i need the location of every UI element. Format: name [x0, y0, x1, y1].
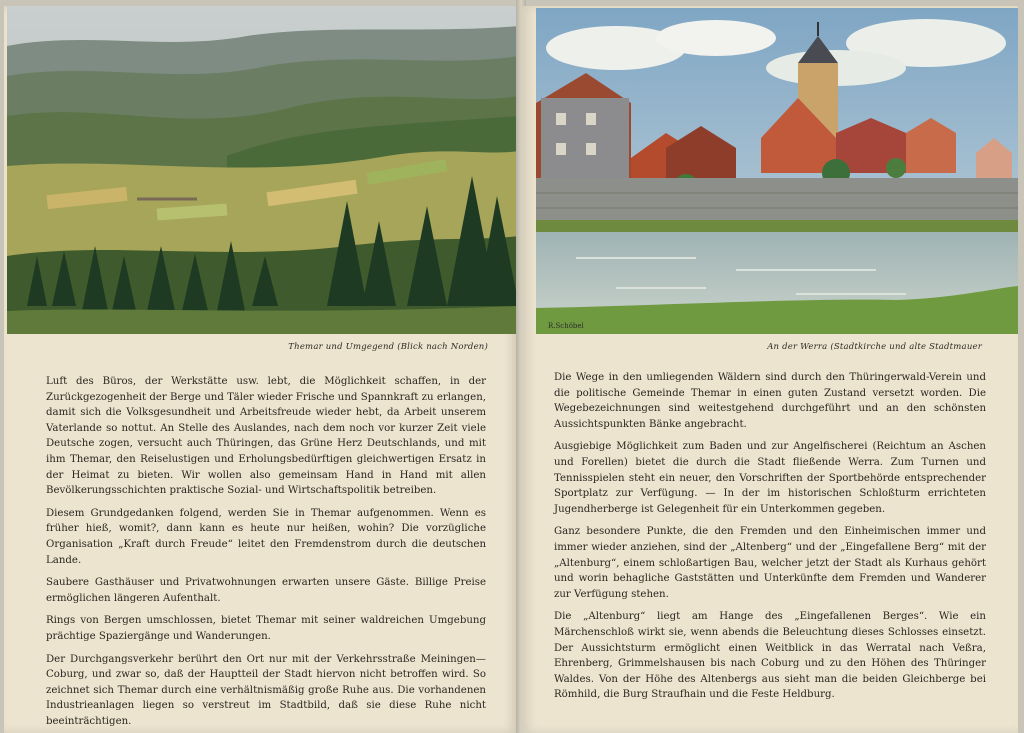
town-river-illustration — [536, 8, 1018, 334]
right-illustration-caption: An der Werra (Stadtkirche und alte Stadtmauer — [767, 342, 982, 352]
paragraph: Rings von Bergen umschlossen, bietet Themar mit seiner waldreichen Umgebung prächtige Spaziergänge und Wanderungen. — [46, 615, 486, 642]
paragraph: Luft des Büros, der Werkstätte usw. lebt, die Möglichkeit schaffen, in der Zurückgezogenheit der Berge und Täler wieder Frische und Spannkraft zu erlangen, damit sich die Volksgesundheit und Arbeitsfreude wieder hebt, da Arbeit unserem Vaterlande so nottut. An Stelle des Auslandes, nach dem noch vor kurzer Zeit viele Deutsche zogen, versucht auch Thüringen, das Grüne Herz Deutschlands, und mit ihm Themar, den Reiselustigen und Erholungsbedürftigen gleichwertigen Ersatz in der Heimat zu bieten. Wir wollen also gemeinsam Hand in Hand mit allen Bevölkerungsschichten praktische Sozial- und Wirtschaftspolitik betreiben. — [46, 376, 486, 497]
left-text-body — [46, 374, 486, 733]
paragraph: Ganz besondere Punkte, die den Fremden und den Einheimischen immer und immer wieder anziehen, sind der „Altenberg“ und der „Eingefallene Berg“ mit der „Altenburg“, einem schloßartigen Bau, welcher jetzt der Stadt als Kurhaus gehört und worin behagliche Gaststätten und Unterkünfte dem Fremden und Wanderer zur Verfügung stehen. — [554, 526, 986, 600]
paragraph: Saubere Gasthäuser und Privatwohnungen erwarten unsere Gäste. Billige Preise ermöglichen längeren Aufenthalt. — [46, 577, 486, 604]
landscape-illustration — [7, 6, 518, 334]
paragraph: Die Wege in den umliegenden Wäldern sind durch den Thüringerwald-Verein und die politische Gemeinde Themar in einen guten Zustand versetzt worden. Die Wegebezeichnungen sind weitestgehend durchgeführt und an den schönsten Aussichtspunkten Bänke angebracht. — [554, 372, 986, 430]
paragraph: Die „Altenburg“ liegt am Hange des „Eingefallenen Berges“. Wie ein Märchenschloß wirkt sie, wenn abends die Beleuchtung dieses Schlosses einsetzt. Der Aussichtsturm ermöglicht einen Weitblick in das Werratal nach Veßra, Ehrenberg, Grimmelshausen bis nach Coburg und zu den Höhen des Thüringer Waldes. Von der Höhe des Altenbergs aus sieht man die beiden Gleichberge bei Römhild, die Burg Straufhain und die Feste Heldburg. — [554, 611, 986, 701]
paragraph: Diesem Grundgedanken folgend, werden Sie in Themar aufgenommen. Wenn es früher hieß, womit?, dann kann es heute nur heißen, wohin? Die vorzügliche Organisation „Kraft durch Freude“ leitet den Fremdenstrom durch die deutschen Lande. — [46, 507, 486, 566]
paragraph: Der Durchgangsverkehr berührt den Ort nur mit der Verkehrsstraße Meiningen—Coburg, und zwar so, daß der Hauptteil der Stadt hiervon nicht betroffen wird. So zeichnet sich Themar durch eine verhältnismäßig große Ruhe aus. Die vorhandenen Industrieanlagen liegen so verstreut im Stadtbild, daß sie diese Ruhe nicht beeinträchtigen. — [46, 653, 486, 727]
right-text-body — [554, 370, 986, 710]
left-page — [4, 6, 518, 733]
paragraph: Ausgiebige Möglichkeit zum Baden und zur Angelfischerei (Reichtum an Aschen und Forellen) bietet die durch die Stadt fließende Werra. Zum Turnen und Tennisspielen steht ein neuer, den Vorschriften der Sportbehörde entsprechender Sportplatz zur Verfügung. — In der im historischen Schloßturm errichteten Jugendherberge ist Gelegenheit für ein Unterkommen gegeben. — [554, 441, 986, 515]
left-illustration-caption: Themar und Umgegend (Blick nach Norden) — [288, 342, 488, 352]
illustration-signature: R.Schöbel — [548, 322, 584, 330]
right-page — [522, 6, 1018, 733]
